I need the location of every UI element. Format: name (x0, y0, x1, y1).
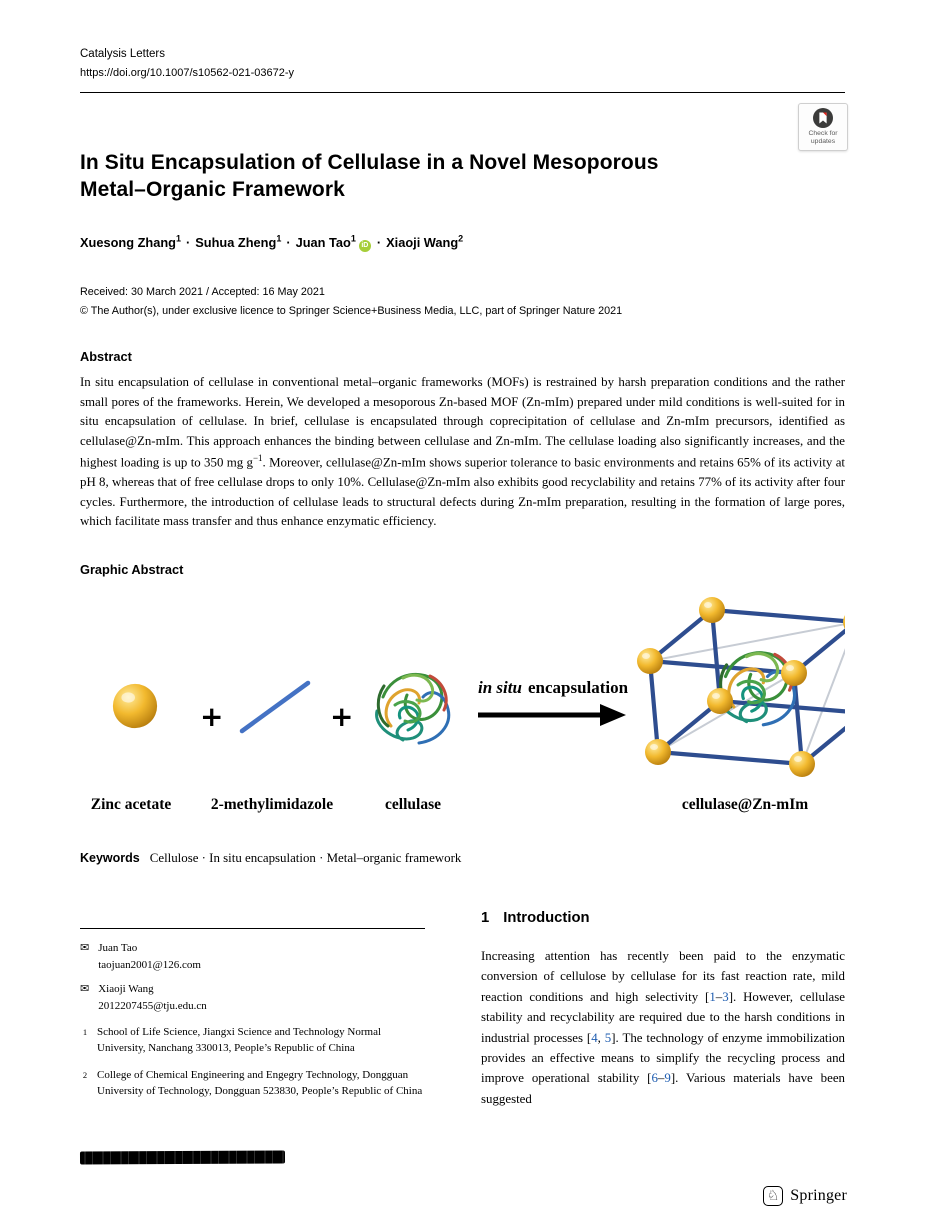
citation-link[interactable]: 5 (604, 1030, 612, 1045)
affiliation-number: 1 (82, 1027, 88, 1038)
affiliation-text: School of Life Science, Jiangxi Science and Technology Normal University, Nanchang 330013, People’s Republic of China (97, 1026, 382, 1055)
zinc-sphere (113, 684, 157, 728)
author: Xuesong Zhang$^1$ (80, 234, 181, 251)
superscript-unit: −1 (252, 452, 263, 463)
two-column-section (80, 910, 845, 1109)
introduction-paragraph: Increasing attention has recently been paid to the enzymatic conversion of cellulose by cellulase for its fast reaction rate, mild reaction conditions and high selectivity [1–3]. However, cellulase stability and recyclability are required due to the harsh conditions in industrial processes [4, 5]. The technology of enzyme immobilization provides an effective means to simplify the recycling process and improve operational stability [6–9]. Various materials have been suggested (481, 949, 846, 1106)
author-separator: · (186, 235, 191, 251)
copyright-line: © The Author(s), under exclusive licence to Springer Science+Business Media, LLC, part of Springer Nature 2021 (80, 304, 623, 317)
citation-link[interactable]: 6 (651, 1071, 658, 1086)
affiliation-item (80, 1068, 425, 1100)
graphic-abstract-heading: Graphic Abstract (80, 562, 184, 577)
author-separator: · (376, 235, 382, 251)
barcode-smudge (80, 1150, 285, 1164)
citation-link[interactable]: 9 (664, 1071, 671, 1086)
header-rule (80, 92, 845, 93)
citation-link[interactable]: 1 (709, 989, 716, 1004)
correspondent-email[interactable]: 2012207455@tju.edu.cn (98, 999, 207, 1012)
journal-header (80, 0, 845, 93)
plus-sign: + (330, 700, 354, 733)
correspondent-name: Xiaoji Wang (98, 983, 154, 996)
check-for-updates-badge[interactable] (798, 103, 848, 151)
correspondent-name: Juan Tao (98, 942, 138, 954)
abstract-heading: Abstract (80, 348, 132, 364)
author: Juan Tao$^1$iD (296, 235, 372, 250)
figure-canvas (80, 589, 845, 821)
encapsulated-protein (719, 653, 795, 725)
affiliation-text: College of Chemical Engineering and Engegry Technology, Dongguan University of Technology, Dongguan 523830, People’s Republic of China (97, 1069, 423, 1098)
label-2-methylimidazole: 2-methylimidazole (210, 796, 334, 813)
footnote-block (80, 928, 425, 1100)
correspondent-email[interactable]: taojuan2001@126.com (98, 958, 201, 971)
introduction-heading: 1 Introduction (481, 910, 590, 926)
encapsulation-arrow (478, 678, 629, 726)
citation-link[interactable]: 3 (722, 989, 729, 1004)
footnote-column (80, 910, 425, 1100)
check-badge-text: Check for updates (808, 130, 838, 146)
graphic-abstract-figure (80, 589, 845, 821)
doi-link[interactable]: https://doi.org/10.1007/s10562-021-03672-y (80, 67, 295, 80)
author: Xiaoji Wang$^2$ (386, 234, 464, 251)
label-cellulase: cellulase (385, 796, 441, 813)
publisher-name: Springer (790, 1187, 847, 1204)
springer-logo (763, 1186, 847, 1206)
mof-cage (637, 597, 845, 777)
envelope-icon: ✉ (80, 983, 90, 996)
label-product: cellulase@Zn-mIm (681, 796, 809, 813)
keywords-text: Cellulose · In situ encapsulation · Metal–organic framework (149, 851, 462, 865)
orcid-icon[interactable]: iD (359, 240, 371, 252)
correspondence-item (80, 982, 425, 1014)
keywords-heading: Keywords (80, 851, 140, 865)
cellulase-protein (377, 674, 449, 743)
journal-name: Catalysis Letters (80, 48, 166, 60)
affiliation-number: 2 (82, 1070, 88, 1081)
correspondence-item (80, 941, 425, 973)
label-zinc-acetate: Zinc acetate (90, 796, 172, 813)
introduction-column (481, 910, 845, 1109)
crossmark-icon (813, 108, 833, 128)
keywords-line (80, 851, 845, 866)
page-title: In Situ Encapsulation of Cellulase in a Novel Mesoporous Metal–Organic Framework (80, 150, 659, 202)
linker-line (242, 683, 308, 731)
citation-link[interactable]: 4 (591, 1030, 598, 1045)
affiliation-item (80, 1025, 425, 1057)
abstract-paragraph: In situ encapsulation of cellulase in conventional metal–organic frameworks (MOFs) is restrained by harsh preparation conditions and the rather small pores of the frameworks. Herein, We developed a mesoporous Zn-based MOF (Zn-mIm) prepared under mild conditions is well-suited for in situ encapsulation of cellulase. In brief, cellulase is encapsulated through coprecipitation of cellulase and Zn-mIm precursors, identified as cellulase@Zn-mIm. This approach enhances the binding between cellulase and Zn-mIm. The cellulase loading also significantly increases, and the highest loading is up to 350 mg $g^{-1}$. Moreover, cellulase@Zn-mIm shows superior tolerance to basic environments and retains 65% of its activity at pH 8, whereas that of free cellulase drops to only 10%. Cellulase@Zn-mIm also exhibits good recyclability and retains 77% of its activity after four cycles. Furthermore, the introduction of cellulase leads to structural defects during Zn-mIm preparation, resulting in the formation of large pores, which facilitate mass transfer and thus enhance enzymatic efficiency. (80, 374, 845, 529)
received-accepted-dates: Received: 30 March 2021 / Accepted: 16 May 2021 (80, 286, 325, 299)
envelope-icon: ✉ (80, 942, 90, 954)
author-separator: · (286, 235, 291, 251)
plus-sign: + (200, 700, 224, 733)
springer-knight-icon: ♘ (763, 1186, 783, 1206)
author: Suhua Zheng$^1$ (195, 234, 282, 251)
arrow-label: in situ encapsulation (478, 678, 629, 697)
author-list (80, 234, 845, 252)
article-meta (80, 284, 845, 318)
